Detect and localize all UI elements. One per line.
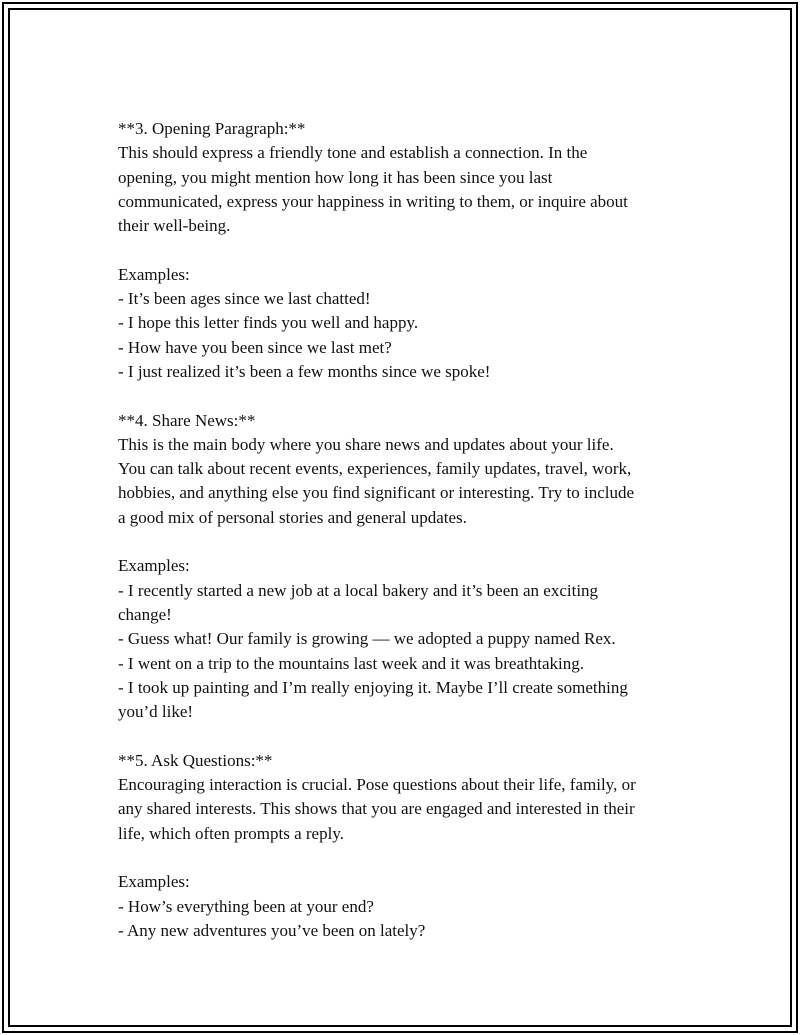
spacer xyxy=(118,384,698,408)
body-line: life, which often prompts a reply. xyxy=(118,823,344,843)
example-item: - How’s everything been at your end? xyxy=(118,896,374,916)
spacer xyxy=(118,238,698,262)
section-opening-paragraph xyxy=(118,117,698,384)
example-item: - Any new adventures you’ve been on lately? xyxy=(118,920,426,940)
section-heading: **3. Opening Paragraph:** xyxy=(118,119,306,138)
example-item: - I hope this letter finds you well and happy. xyxy=(118,313,419,333)
example-item: - How have you been since we last met? xyxy=(118,337,392,357)
example-item-continuation: you’d like! xyxy=(118,702,194,722)
example-item-continuation: change! xyxy=(118,604,172,624)
examples-label: Examples: xyxy=(118,264,190,284)
example-item: - Guess what! Our family is growing — we adopted a puppy named Rex. xyxy=(118,629,616,649)
body-line: opening, you might mention how long it has been since you last xyxy=(118,167,553,187)
body-line: Encouraging interaction is crucial. Pose questions about their life, family, or xyxy=(118,775,636,795)
example-item: - I recently started a new job at a local bakery and it’s been an exciting xyxy=(118,580,599,600)
examples-label: Examples: xyxy=(118,872,190,892)
body-line: their well-being. xyxy=(118,216,231,236)
body-line: hobbies, and anything else you find significant or interesting. Try to include xyxy=(118,483,635,503)
section-share-news xyxy=(118,409,698,725)
body-line: This should express a friendly tone and establish a connection. In the xyxy=(118,143,588,163)
body-line: communicated, express your happiness in writing to them, or inquire about xyxy=(118,191,628,211)
section-heading: **4. Share News:** xyxy=(118,410,256,430)
spacer xyxy=(118,846,698,870)
example-item: - I just realized it’s been a few months since we spoke! xyxy=(118,361,491,381)
example-item: - I took up painting and I’m really enjoying it. Maybe I’ll create something xyxy=(118,677,628,697)
spacer xyxy=(118,530,698,554)
body-line: You can talk about recent events, experiences, family updates, travel, work, xyxy=(118,459,632,479)
example-item: - I went on a trip to the mountains last week and it was breathtaking. xyxy=(118,653,584,673)
body-line: any shared interests. This shows that you are engaged and interested in their xyxy=(118,799,635,819)
document-body xyxy=(118,117,698,943)
body-line: a good mix of personal stories and general updates. xyxy=(118,507,467,527)
examples-label: Examples: xyxy=(118,556,190,576)
section-heading: **5. Ask Questions:** xyxy=(118,750,273,770)
body-line: This is the main body where you share news and updates about your life. xyxy=(118,434,614,454)
section-ask-questions xyxy=(118,749,698,943)
example-item: - It’s been ages since we last chatted! xyxy=(118,289,371,309)
spacer xyxy=(118,724,698,748)
